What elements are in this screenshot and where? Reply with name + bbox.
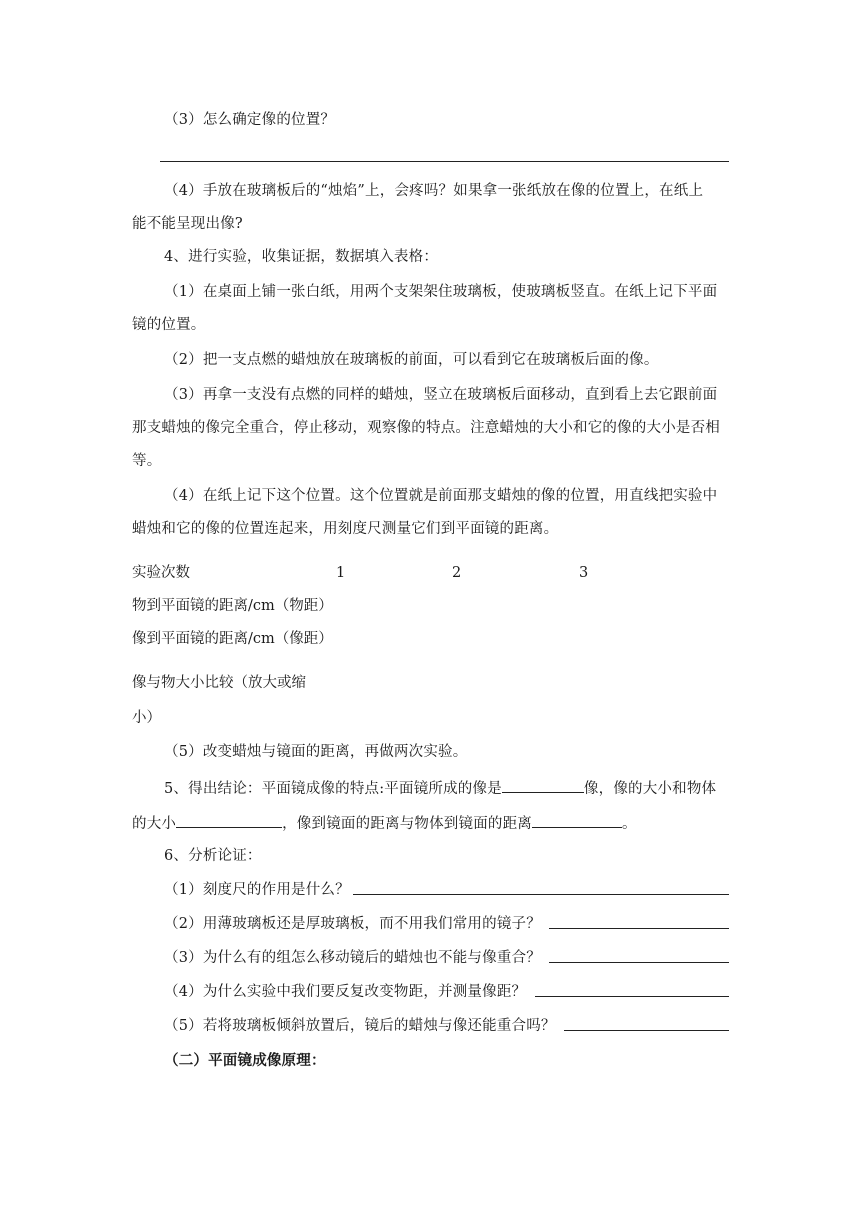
step-4-3-line2: 那支蜡烛的像完全重合，停止移动，观察像的特点。注意蜡烛的大小和它的像的大小是否相 bbox=[132, 420, 720, 436]
analysis-q4: （4）为什么实验中我们要反复改变物距，并测量像距？ bbox=[164, 984, 527, 1000]
table-row-object-distance: 物到平面镜的距离/cm（物距） bbox=[132, 598, 333, 614]
table-row-size-compare-line2: 小） bbox=[132, 710, 161, 726]
table-row-size-compare-line1: 像与物大小比较（放大或缩 bbox=[132, 675, 306, 691]
answer-line bbox=[549, 928, 729, 929]
table-col-3: 3 bbox=[579, 565, 589, 581]
analysis-q1: （1）刻度尺的作用是什么？ bbox=[164, 882, 350, 898]
answer-line bbox=[549, 962, 729, 963]
conclusion-text-c: 的大小 bbox=[132, 816, 177, 832]
step-4-1-line1: （1）在桌面上铺一张白纸，用两个支架架住玻璃板，使玻璃板竖直。在纸上记下平面 bbox=[164, 284, 718, 300]
analysis-q5: （5）若将玻璃板倾斜放置后，镜后的蜡烛与像还能重合吗？ bbox=[164, 1018, 556, 1034]
conclusion-line1 bbox=[164, 777, 716, 799]
step-4-4-line2: 蜡烛和它的像的位置连起来，用刻度尺测量它们到平面镜的距离。 bbox=[132, 521, 559, 537]
step-6-title: 6、分析论证： bbox=[164, 848, 262, 864]
question-locate-image: （3）怎么确定像的位置？ bbox=[164, 112, 336, 128]
blank-distance-relation bbox=[532, 812, 622, 828]
answer-line bbox=[353, 894, 729, 895]
step-4-title: 4、进行实验，收集证据，数据填入表格： bbox=[164, 249, 439, 265]
answer-line bbox=[564, 1030, 729, 1031]
conclusion-line2 bbox=[132, 812, 637, 834]
step-4-3-line3: 等。 bbox=[132, 453, 162, 469]
table-row-image-distance: 像到平面镜的距离/cm（像距） bbox=[132, 631, 333, 647]
step-4-3-line1: （3）再拿一支没有点燃的同样的蜡烛，竖立在玻璃板后面移动，直到看上去它跟前面 bbox=[164, 387, 718, 403]
answer-line bbox=[160, 161, 729, 162]
blank-image-type bbox=[502, 777, 584, 793]
step-4-2-line1: （2）把一支点燃的蜡烛放在玻璃板的前面，可以看到它在玻璃板后面的像。 bbox=[164, 352, 659, 368]
table-col-2: 2 bbox=[452, 565, 462, 581]
analysis-q2: （2）用薄玻璃板还是厚玻璃板，而不用我们常用的镜子？ bbox=[164, 916, 541, 932]
question-touch-flame-line2: 能不能呈现出像? bbox=[132, 216, 243, 232]
analysis-q3: （3）为什么有的组怎么移动镜后的蜡烛也不能与像重合？ bbox=[164, 950, 541, 966]
answer-line bbox=[535, 996, 729, 997]
section-2-title: （二）平面镜成像原理： bbox=[164, 1052, 326, 1069]
step-4-5: （5）改变蜡烛与镜面的距离，再做两次实验。 bbox=[164, 744, 468, 760]
conclusion-text-e: 。 bbox=[622, 816, 637, 832]
table-header-label: 实验次数 bbox=[132, 565, 190, 581]
conclusion-text-a: 5、得出结论：平面镜成像的特点:平面镜所成的像是 bbox=[164, 781, 502, 797]
table-col-1: 1 bbox=[336, 565, 346, 581]
conclusion-text-d: ，像到镜面的距离与物体到镜面的距离 bbox=[282, 816, 533, 832]
step-4-4-line1: （4）在纸上记下这个位置。这个位置就是前面那支蜡烛的像的位置，用直线把实验中 bbox=[164, 488, 718, 504]
conclusion-text-b: 像，像的大小和物体 bbox=[583, 781, 717, 797]
step-4-1-line2: 镜的位置。 bbox=[132, 317, 206, 333]
blank-size-relation bbox=[176, 812, 282, 828]
question-touch-flame-line1: （4）手放在玻璃板后的“烛焰”上，会疼吗？如果拿一张纸放在像的位置上，在纸上 bbox=[164, 183, 704, 199]
